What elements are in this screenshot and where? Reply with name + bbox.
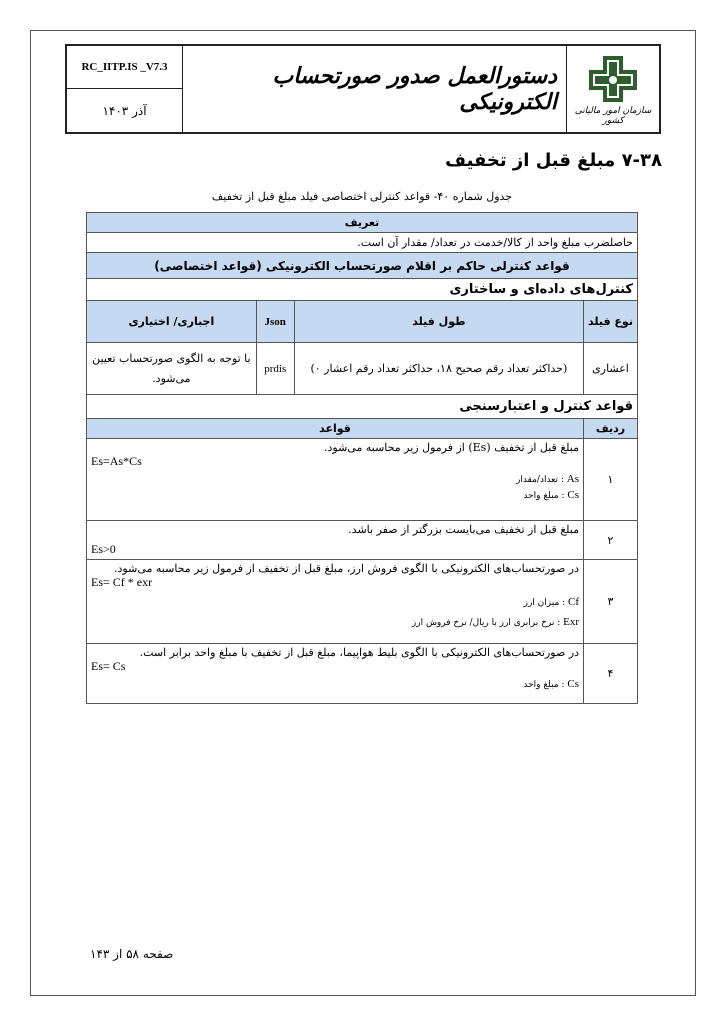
org-name: سازمان امور مالیاتی کشور <box>574 106 652 126</box>
col-mandatory: اجباری/ اختیاری <box>87 301 257 343</box>
rule-variable: Cf : میزان ارز <box>523 596 580 608</box>
rule-formula: Es>0 <box>91 542 116 556</box>
table-row <box>87 560 638 644</box>
document-header <box>65 44 661 134</box>
col-row-number: ردیف <box>584 419 638 439</box>
rule-text: مبلغ قبل از تخفیف می‌بایست بزرگتر از صفر باشد. <box>348 523 580 536</box>
field-length-value: (حداکثر تعداد رقم صحیح ۱۸، حداکثر تعداد رقم اعشار ۰) <box>294 343 583 395</box>
rule-formula: Es= Cs <box>91 659 126 673</box>
rule-number: ۴ <box>584 644 638 704</box>
rule-formula: Es= Cf * exr <box>91 575 153 589</box>
col-field-type: نوع فیلد <box>584 301 638 343</box>
tax-org-emblem-icon <box>587 54 639 104</box>
doc-title: دستورالعمل صدور صورتحساب الکترونیکی <box>272 63 557 115</box>
header-meta <box>67 46 183 132</box>
json-key-value: prdis <box>256 343 294 395</box>
rule-number: ۳ <box>584 560 638 644</box>
table-caption: جدول شماره ۴۰- قواعد کنترلی اختصاصی فیلد مبلغ قبل از تخفیف <box>211 190 513 203</box>
rule-text: مبلغ قبل از تخفیف (Es) از فرمول زیر محاسبه می‌شود. <box>324 441 580 454</box>
validation-heading: قواعد کنترل و اعتبارسنجی <box>87 395 638 419</box>
rule-variable: Cs : مبلغ واحد <box>523 489 580 501</box>
org-logo <box>566 46 659 132</box>
rule-text: در صورتحساب‌های الکترونیکی با الگوی فروش ارز، مبلغ قبل از تخفیف از فرمول زیر محاسبه می‌شود. <box>114 562 580 575</box>
rule-variable: As : تعداد/مقدار <box>515 473 580 485</box>
table-row <box>87 439 638 521</box>
rule-number: ۲ <box>584 521 638 560</box>
rules-banner: قواعد کنترلی حاکم بر اقلام صورتحساب الکترونیکی (قواعد اختصاصی) <box>87 253 638 279</box>
section-title: ۷-۳۸ مبلغ قبل از تخفیف <box>445 150 662 171</box>
rule-text: در صورتحساب‌های الکترونیکی با الگوی بلیط هواپیما، مبلغ قبل از تخفیف با مبلغ واحد برابر است. <box>139 646 580 659</box>
col-field-length: طول فیلد <box>294 301 583 343</box>
col-json: Json <box>256 301 294 343</box>
field-type-value: اعشاری <box>584 343 638 395</box>
rule-variable: Exr : نرخ برابری ارز با ریال/ نرخ فروش ارز <box>411 616 580 628</box>
col-rules: قواعد <box>87 419 584 439</box>
doc-code: RC_IITP.IS _V7.3 <box>67 46 182 89</box>
field-rules-table <box>86 212 638 704</box>
data-controls-heading: کنترل‌های داده‌ای و ساختاری <box>87 279 638 301</box>
rule-variable: Cs : مبلغ واحد <box>523 678 580 690</box>
doc-date: آذر ۱۴۰۳ <box>102 103 147 118</box>
mandatory-value: با توجه به الگوی صورتحساب تعیین می‌شود. <box>87 343 257 395</box>
definition-text: حاصلضرب مبلغ واحد از کالا/خدمت در تعداد/ مقدار آن است. <box>87 233 638 253</box>
rule-number: ۱ <box>584 439 638 521</box>
rule-formula: Es=As*Cs <box>91 454 142 468</box>
table-row <box>87 521 638 560</box>
table-row <box>87 644 638 704</box>
page-number: صفحه ۵۸ از ۱۴۳ <box>90 947 174 961</box>
definition-heading: تعریف <box>87 213 638 233</box>
